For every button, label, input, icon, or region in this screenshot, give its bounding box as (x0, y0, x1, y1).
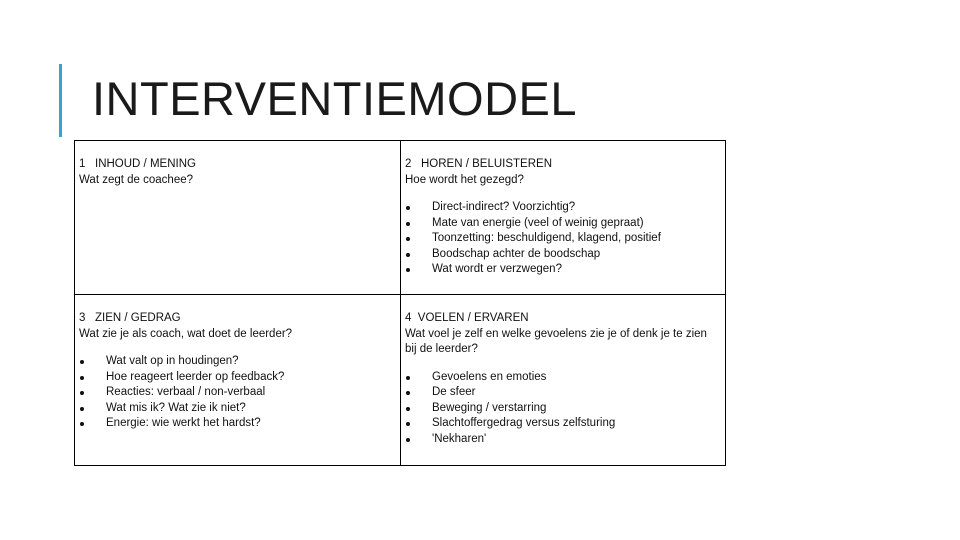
list-item: Wat valt op in houdingen? (79, 354, 396, 370)
bullet-list (79, 354, 396, 432)
quadrant-number: 3 (79, 312, 86, 325)
list-item: Gevoelens en emoties (405, 370, 721, 386)
list-item: Boodschap achter de boodschap (405, 247, 721, 263)
title-accent-bar (59, 64, 62, 137)
quadrant-heading: INHOUD / MENING (95, 158, 196, 170)
quadrant-question: Hoe wordt het gezegd? (405, 173, 524, 186)
list-item: De sfeer (405, 385, 721, 401)
quadrant-heading: HOREN / BELUISTEREN (421, 158, 552, 170)
quadrant-number: 4 (405, 312, 412, 325)
list-item: Hoe reageert leerder op feedback? (79, 370, 396, 386)
list-item: Energie: wie werkt het hardst? (79, 416, 396, 432)
quadrant-3 (75, 295, 401, 466)
quadrant-1 (75, 141, 401, 295)
list-item: Beweging / verstarring (405, 401, 721, 417)
list-item: Wat wordt er verzwegen? (405, 262, 721, 278)
list-item: Toonzetting: beschuldigend, klagend, positief (405, 231, 721, 247)
table-row (75, 295, 726, 466)
quadrant-2 (401, 141, 726, 295)
quadrant-number: 1 (79, 158, 86, 170)
list-item: Wat mis ik? Wat zie ik niet? (79, 401, 396, 417)
slide-title: INTERVENTIEMODEL (92, 72, 578, 125)
quadrant-question: Wat zegt de coachee? (79, 173, 194, 186)
list-item: Mate van energie (veel of weinig gepraat) (405, 216, 721, 232)
quadrant-number: 2 (405, 158, 412, 170)
intervention-model-table (74, 140, 726, 466)
list-item: Direct-indirect? Voorzichtig? (405, 200, 721, 216)
quadrant-question: Wat voel je zelf en welke gevoelens zie je of denk je te zien bij de leerder? (405, 327, 707, 356)
bullet-list (405, 200, 721, 278)
list-item: 'Nekharen' (405, 432, 721, 448)
list-item: Slachtoffergedrag versus zelfsturing (405, 416, 721, 432)
quadrant-heading: VOELEN / ERVAREN (417, 312, 529, 325)
list-item: Reacties: verbaal / non-verbaal (79, 385, 396, 401)
quadrant-4 (401, 295, 726, 466)
table-row (75, 141, 726, 295)
quadrant-heading: ZIEN / GEDRAG (95, 312, 181, 325)
bullet-list (405, 370, 721, 448)
quadrant-question: Wat zie je als coach, wat doet de leerder? (79, 327, 293, 340)
